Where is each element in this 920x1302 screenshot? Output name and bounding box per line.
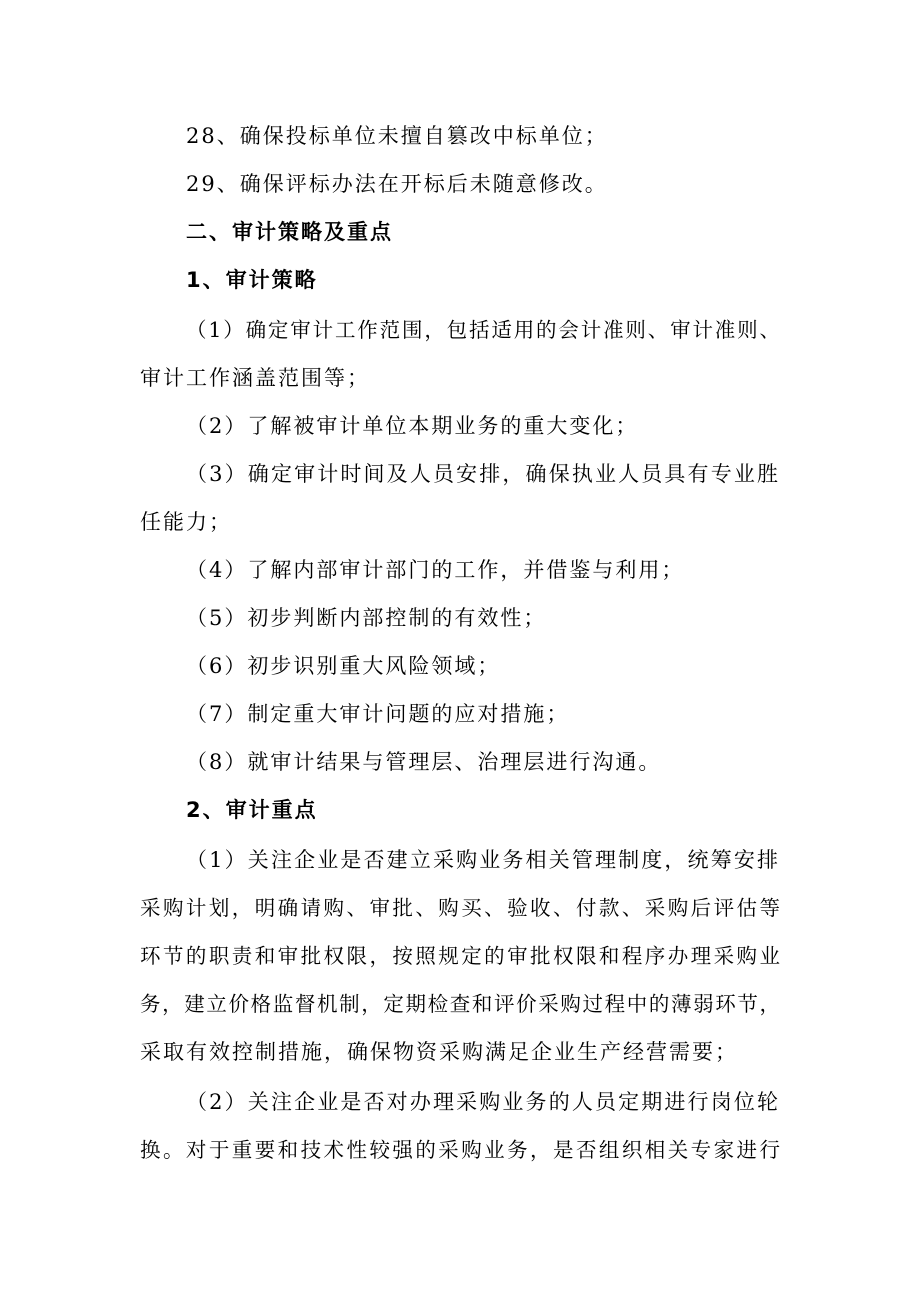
line-5: （1）确定审计工作范围，包括适用的会计准则、审计准则、 [186, 318, 780, 342]
line-1: 28、确保投标单位未擅自篡改中标单位； [186, 124, 608, 148]
subsection-heading-focus: 2、审计重点 [186, 798, 318, 822]
line-20: 采取有效控制措施，确保物资采购满足企业生产经营需要； [140, 1040, 738, 1064]
line-21: （2）关注企业是否对办理采购业务的人员定期进行岗位轮 [186, 1090, 780, 1114]
line-16: （1）关注企业是否建立采购业务相关管理制度，统筹安排 [186, 848, 780, 872]
line-10: （4）了解内部审计部门的工作，并借鉴与利用； [186, 558, 685, 582]
section-heading: 二、审计策略及重点 [186, 220, 393, 244]
line-7: （2）了解被审计单位本期业务的重大变化； [186, 414, 639, 438]
line-2: 29、确保评标办法在开标后未随意修改。 [186, 172, 608, 196]
subsection-heading-strategy: 1、审计策略 [186, 268, 318, 292]
line-9: 任能力； [140, 510, 232, 534]
line-22: 换。对于重要和技术性较强的采购业务，是否组织相关专家进行 [140, 1138, 780, 1162]
line-18: 环节的职责和审批权限，按照规定的审批权限和程序办理采购业 [140, 944, 780, 968]
line-8: （3）确定审计时间及人员安排，确保执业人员具有专业胜 [186, 462, 780, 486]
line-12: （6）初步识别重大风险领域； [186, 654, 501, 678]
line-19: 务，建立价格监督机制，定期检查和评价采购过程中的薄弱环节， [140, 992, 780, 1016]
line-11: （5）初步判断内部控制的有效性； [186, 606, 547, 630]
line-13: （7）制定重大审计问题的应对措施； [186, 702, 570, 726]
line-6: 审计工作涵盖范围等； [140, 366, 370, 390]
line-17: 采购计划，明确请购、审批、购买、验收、付款、采购后评估等 [140, 896, 780, 920]
line-14: （8）就审计结果与管理层、治理层进行沟通。 [186, 750, 662, 774]
